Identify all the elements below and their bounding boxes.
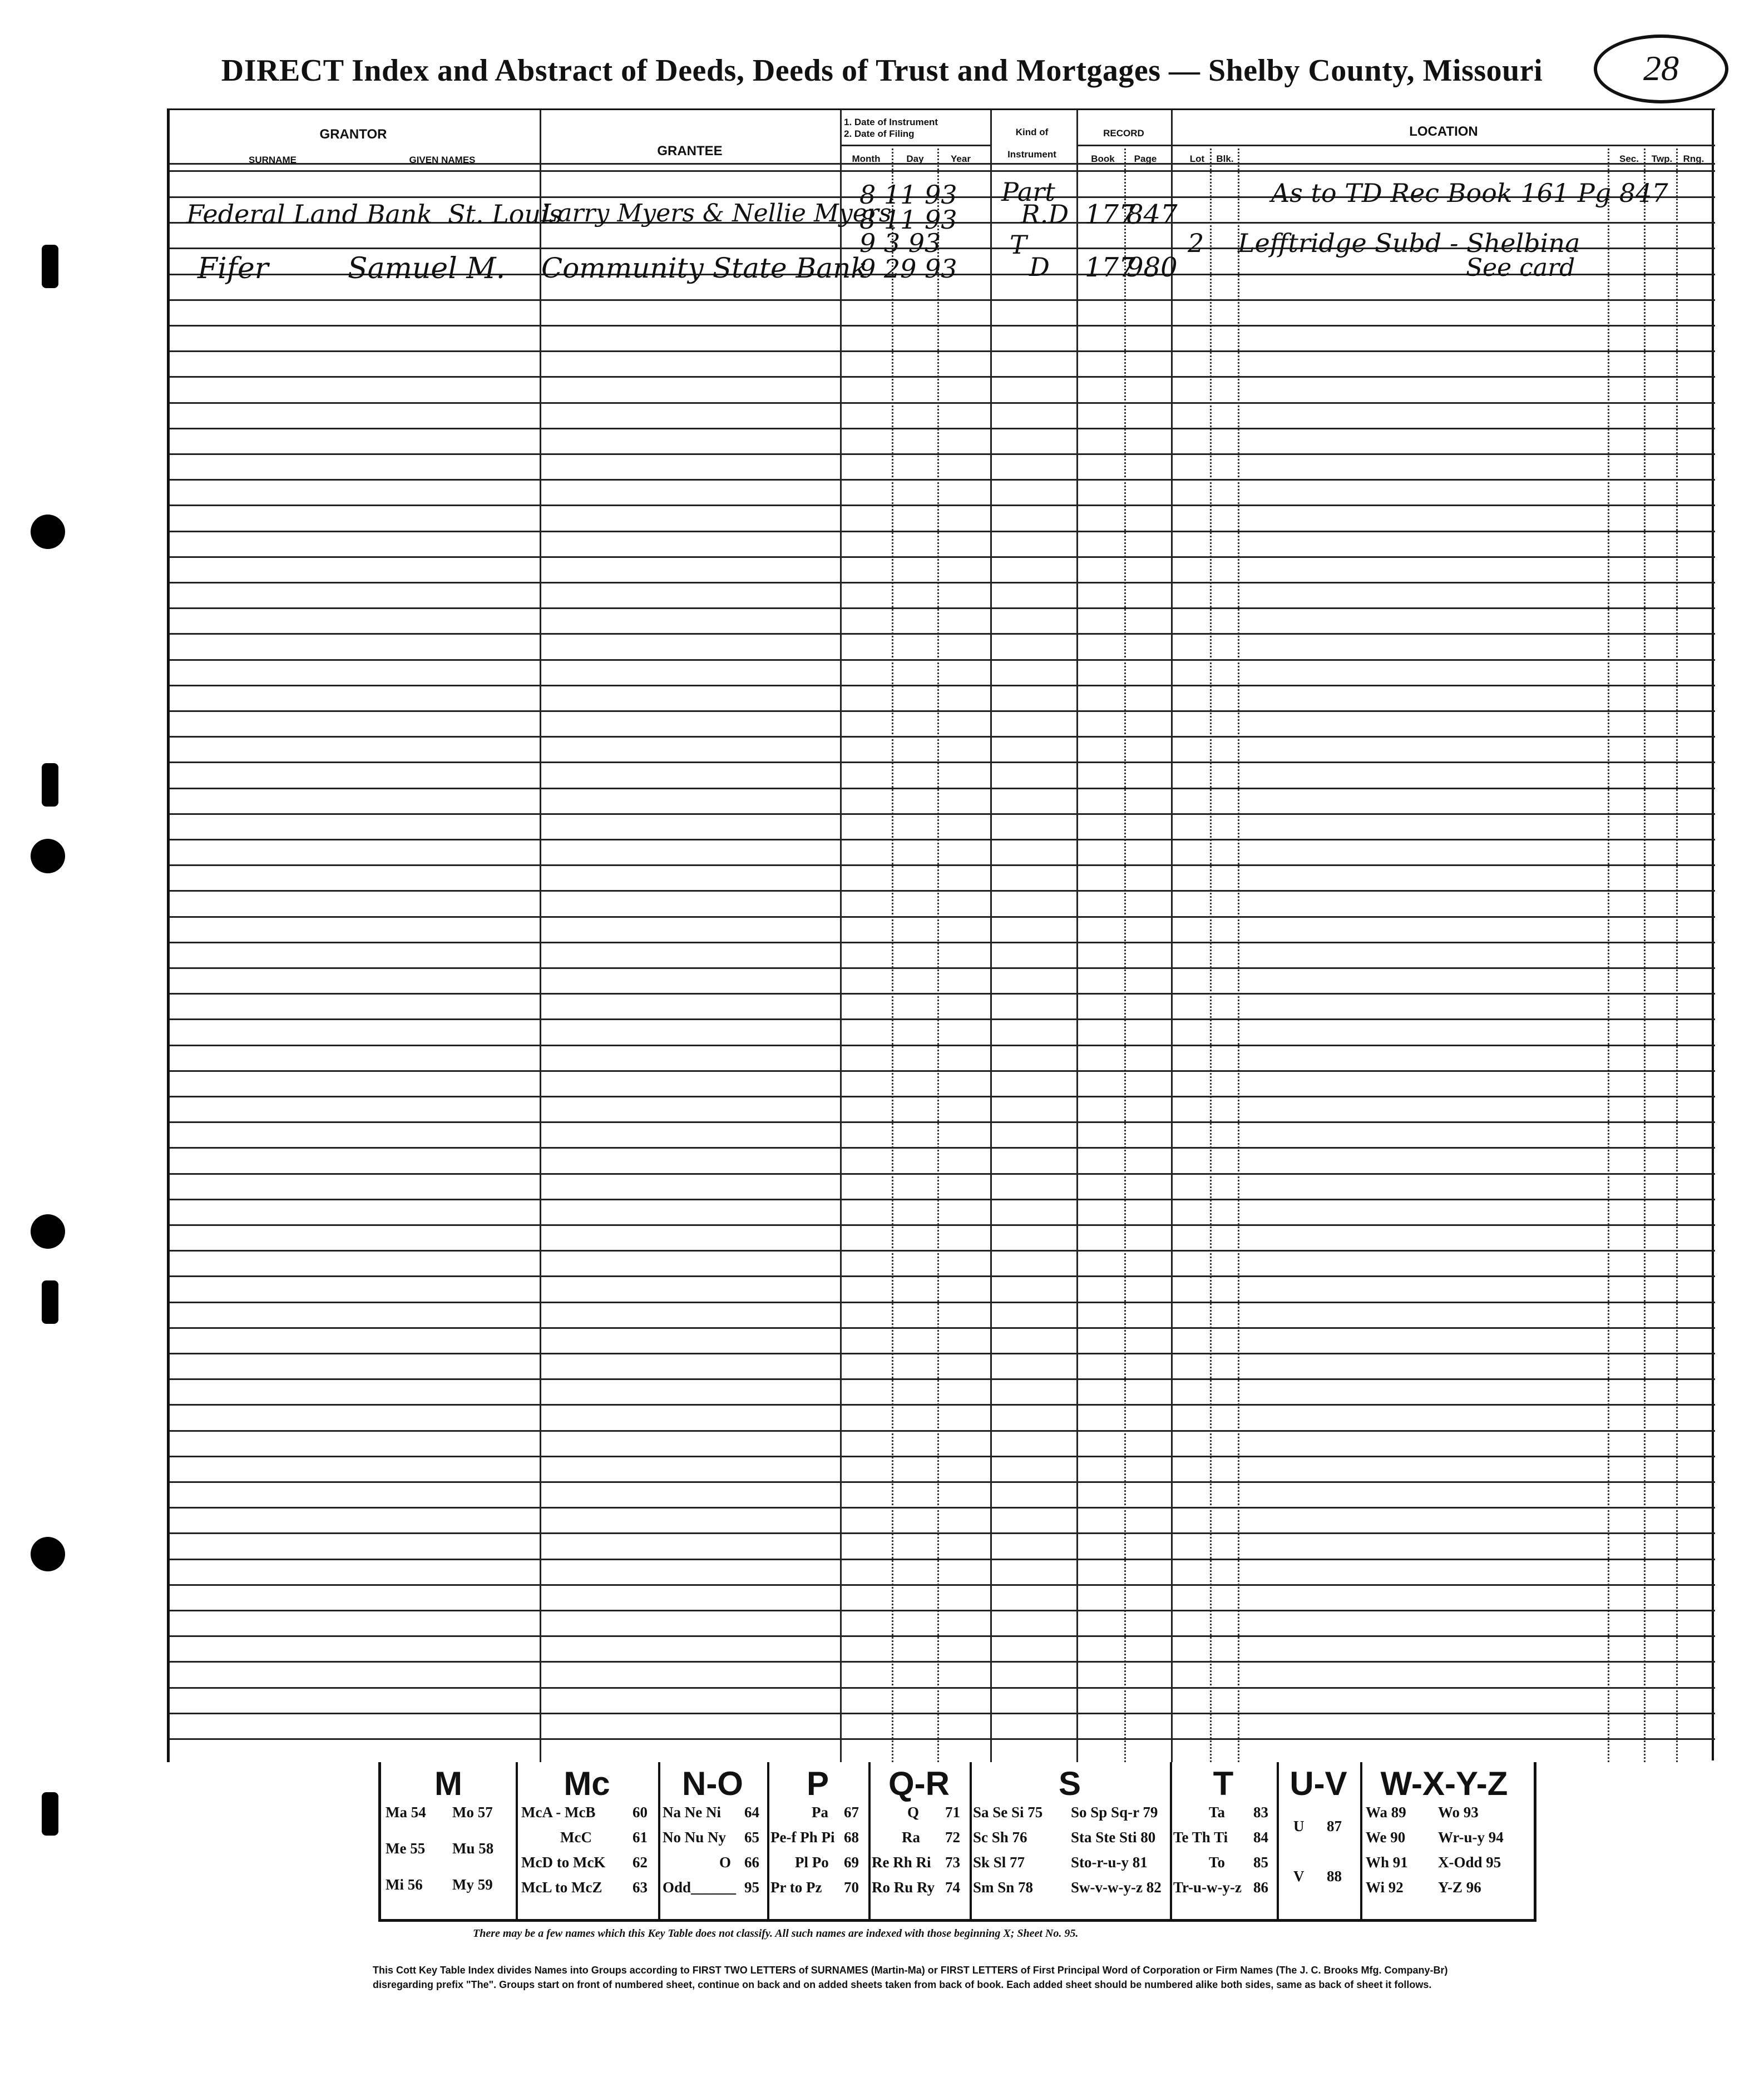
entry-2-lot: 2 (1188, 228, 1204, 258)
key-cell: Sw-v-w-y-z 82 (1071, 1879, 1162, 1896)
key-cell: McA - McB (521, 1804, 596, 1821)
key-cell: Mu 58 (452, 1840, 494, 1857)
key-cell: 68 (844, 1829, 859, 1846)
ledger-row-line (170, 1430, 1715, 1432)
grantee-header: GRANTEE (657, 144, 723, 159)
binder-slot-1 (42, 245, 58, 288)
ledger-row-line (170, 1096, 1715, 1097)
key-cell: 95 (744, 1879, 759, 1896)
record-subheader-line (1076, 145, 1171, 146)
key-cell: Ta (1209, 1804, 1226, 1821)
ledger-row-line (170, 633, 1715, 635)
entry-2-kind-line2: D (1029, 252, 1050, 282)
ledger-row-line (170, 736, 1715, 738)
key-cell: 63 (633, 1879, 648, 1896)
key-cell: Re Rh Ri (872, 1854, 931, 1871)
key-cell: 84 (1253, 1829, 1268, 1846)
entry-2-page: 980 (1126, 252, 1178, 283)
ledger-row-line (170, 993, 1715, 995)
entry-2-location-line2: See card (1466, 254, 1575, 282)
ledger-row-line (170, 1224, 1715, 1226)
page-title: DIRECT Index and Abstract of Deeds, Deeds of Trust and Mortgages — Shelby County, Missouri (221, 53, 1543, 88)
key-cell: Pr to Pz (770, 1879, 822, 1896)
key-cell: 87 (1327, 1818, 1342, 1834)
blk-header: Blk. (1216, 154, 1234, 164)
key-cell: Odd______ (663, 1879, 737, 1896)
entry-1-book: 177 (1085, 199, 1136, 230)
binder-hole-1 (31, 515, 65, 549)
key-head-t: T (1213, 1765, 1234, 1802)
surname-header: SURNAME (249, 155, 297, 165)
ledger-subcolumn-dotted (1124, 145, 1126, 1762)
ledger-row-line (170, 1173, 1715, 1175)
key-cell: Ra (902, 1829, 920, 1846)
ledger-row-line (170, 864, 1715, 866)
key-cell: O (719, 1854, 732, 1871)
key-group-s (970, 1762, 1172, 1919)
key-cell: 64 (744, 1804, 759, 1821)
year-header: Year (951, 154, 971, 164)
key-table-note: There may be a few names which this Key Table does not classify. All such names are indexed with those beginning X; Sheet No. 95. (473, 1927, 1079, 1940)
key-cell: 72 (945, 1829, 960, 1846)
date-header-line1: 1. Date of Instrument (844, 117, 938, 127)
ledger-subcolumn-dotted (1210, 145, 1212, 1762)
ledger-row-line (170, 890, 1715, 892)
ledger-row-line (170, 325, 1715, 327)
ledger-row-line (170, 299, 1715, 301)
ledger-row-line (170, 1584, 1715, 1586)
footer-line-1: This Cott Key Table Index divides Names into Groups according to FIRST TWO LETTERS of SURNAMES (Martin-Ma) or FIRST LETTERS of First Principal Word of Corporation or Firm Names (The J. C. Brooks Mfg. Company-Br) (373, 1965, 1448, 1976)
month-header: Month (852, 154, 881, 164)
binder-slot-4 (42, 1792, 58, 1836)
ledger-grid (167, 108, 1715, 1762)
key-cell: 71 (945, 1804, 960, 1821)
key-cell: Sa Se Si 75 (973, 1804, 1043, 1821)
key-group-w-x-y-z (1360, 1762, 1528, 1919)
ledger-row-line (170, 531, 1715, 532)
key-cell: 83 (1253, 1804, 1268, 1821)
entry-1-date-filing: 8 11 93 (859, 205, 957, 235)
ledger-subcolumn-dotted (937, 145, 939, 1762)
ledger-row-line (170, 1507, 1715, 1509)
footer-line-2: disregarding prefix "The". Groups start on front of numbered sheet, continue on back and on added sheets taken from back of book. Each added sheet should be numbered alike both sides, same as back of sheet it follows. (373, 1979, 1432, 1990)
ledger-row-line (170, 556, 1715, 558)
entry-2-location: Lefftridge Subd - Shelbina (1238, 228, 1580, 258)
key-head-p: P (806, 1765, 829, 1802)
key-cell: 60 (633, 1804, 648, 1821)
key-cell: So Sp Sq-r 79 (1071, 1804, 1158, 1821)
location-header: LOCATION (1409, 124, 1478, 139)
key-cell: Wa 89 (1366, 1804, 1406, 1821)
ledger-row-line (170, 428, 1715, 429)
key-group-mc (516, 1762, 660, 1919)
ledger-subcolumn-dotted (1608, 145, 1609, 1762)
ledger-row-line (170, 402, 1715, 404)
key-cell: 88 (1327, 1868, 1342, 1885)
key-cell: Pl Po (795, 1854, 829, 1871)
key-cell: Pa (812, 1804, 828, 1821)
key-head-u-v: U-V (1289, 1765, 1347, 1802)
ledger-row-line (170, 1481, 1715, 1483)
date-header-line2: 2. Date of Filing (844, 128, 915, 139)
key-cell: Tr-u-w-y-z (1173, 1879, 1242, 1896)
key-cell: Wo 93 (1438, 1804, 1479, 1821)
entry-1-grantor-surname: Federal Land Bank (186, 199, 433, 229)
ledger-subcolumn-dotted (892, 145, 893, 1762)
ledger-row-line (170, 1327, 1715, 1329)
ledger-row-line (170, 1661, 1715, 1663)
key-cell: 61 (633, 1829, 648, 1846)
key-head-q-r: Q-R (888, 1765, 950, 1802)
key-cell: Sm Sn 78 (973, 1879, 1034, 1896)
entry-1-date-instrument: 8 11 93 (859, 180, 957, 210)
ledger-row-line (170, 505, 1715, 506)
header-divider (170, 170, 1715, 172)
key-cell: McD to McK (521, 1854, 606, 1871)
key-cell: 67 (844, 1804, 859, 1821)
date-subheader-line (840, 145, 990, 146)
key-cell: U (1293, 1818, 1305, 1834)
kind-header-line1: Kind of (1015, 127, 1049, 137)
key-cell: Na Ne Ni (663, 1804, 721, 1821)
ledger-row-line (170, 1687, 1715, 1689)
ledger-row-line (170, 788, 1715, 789)
key-cell: Sk Sl 77 (973, 1854, 1025, 1871)
key-cell: 65 (744, 1829, 759, 1846)
entry-1-grantor-given: St. Louis (448, 199, 562, 229)
entry-2-grantor-surname: Fifer (197, 252, 269, 285)
key-cell: Te Th Ti (1173, 1829, 1228, 1846)
key-cell: McL to McZ (521, 1879, 602, 1896)
key-cell: X-Odd 95 (1438, 1854, 1501, 1871)
key-head-s: S (1058, 1765, 1081, 1802)
entry-1-kind-line2: R.D (1021, 199, 1069, 229)
ledger-subcolumn-dotted (1238, 145, 1239, 1762)
key-cell: Sc Sh 76 (973, 1829, 1027, 1846)
location-subheader-line (1171, 145, 1715, 146)
key-group-p (767, 1762, 871, 1919)
ledger-row-line (170, 710, 1715, 712)
ledger-row-line (170, 1378, 1715, 1380)
key-cell: To (1209, 1854, 1226, 1871)
key-head-w-x-y-z: W-X-Y-Z (1380, 1765, 1508, 1802)
entry-2-grantee: Community State Bank (541, 252, 868, 284)
binder-hole-2 (31, 839, 65, 873)
grantor-header: GRANTOR (319, 127, 387, 142)
page-header: Page (1134, 154, 1157, 164)
key-cell: 69 (844, 1854, 859, 1871)
key-cell: We 90 (1366, 1829, 1406, 1846)
ledger-row-line (170, 479, 1715, 481)
key-cell: Sto-r-u-y 81 (1071, 1854, 1148, 1871)
ledger-row-line (170, 761, 1715, 763)
key-group-n-o (658, 1762, 769, 1919)
key-cell: McC (560, 1829, 592, 1846)
entry-2-kind-line1: T (1010, 230, 1027, 260)
binder-slot-3 (42, 1280, 58, 1324)
ledger-row-line (170, 1353, 1715, 1354)
key-cell: Wi 92 (1366, 1879, 1404, 1896)
key-head-mc: Mc (564, 1765, 610, 1802)
entry-2-book: 177 (1085, 252, 1136, 283)
ledger-column-divider (1076, 110, 1078, 1762)
ledger-row-line (170, 1404, 1715, 1406)
ledger-subcolumn-dotted (1676, 145, 1678, 1762)
book-header: Book (1091, 154, 1115, 164)
ledger-row-line (170, 453, 1715, 455)
ledger-row-line (170, 1147, 1715, 1149)
key-group-q-r (868, 1762, 972, 1919)
ledger-column-divider (1171, 110, 1173, 1762)
ledger-row-line (170, 1250, 1715, 1252)
key-cell: Ro Ru Ry (872, 1879, 935, 1896)
record-header: RECORD (1103, 128, 1144, 139)
key-cell: 66 (744, 1854, 759, 1871)
ledger-row-line (170, 1121, 1715, 1123)
ledger-row-line (170, 582, 1715, 583)
twp-header: Twp. (1651, 154, 1673, 164)
key-cell: Me 55 (386, 1840, 426, 1857)
ledger-row-line (170, 607, 1715, 609)
ledger-row-line (170, 1302, 1715, 1303)
key-cell: 62 (633, 1854, 648, 1871)
entry-1-location: As to TD Rec Book 161 Pg 847 (1271, 178, 1668, 208)
ledger-row-line (170, 967, 1715, 969)
entry-2-grantor-given: Samuel M. (348, 252, 506, 285)
ledger-row-line (170, 1275, 1715, 1277)
entry-2-date-instrument: 9 3 93 (859, 228, 941, 258)
ledger-row-line (170, 1070, 1715, 1072)
ledger-row-line (170, 942, 1715, 943)
key-cell: 73 (945, 1854, 960, 1871)
key-head-m: M (434, 1765, 462, 1802)
ledger-subcolumn-dotted (1644, 145, 1646, 1762)
kind-header-line2: Instrument (1007, 149, 1056, 160)
key-cell: My 59 (452, 1876, 493, 1893)
key-cell: 70 (844, 1879, 859, 1896)
ledger-row-line (170, 659, 1715, 661)
lot-header: Lot (1189, 154, 1205, 164)
key-cell: Mi 56 (386, 1876, 423, 1893)
binder-slot-2 (42, 763, 58, 807)
ledger-column-divider (840, 110, 842, 1762)
entry-1-kind-line1: Part (1001, 177, 1055, 207)
day-header: Day (906, 154, 924, 164)
key-cell: 74 (945, 1879, 960, 1896)
ledger-row-line (170, 813, 1715, 815)
key-cell: Sta Ste Sti 80 (1071, 1829, 1156, 1846)
key-cell: 85 (1253, 1854, 1268, 1871)
ledger-row-line (170, 376, 1715, 378)
ledger-row-line (170, 1635, 1715, 1637)
key-cell: Mo 57 (452, 1804, 493, 1821)
ledger-row-line (170, 916, 1715, 918)
ledger-row-line (170, 839, 1715, 840)
key-cell: No Nu Ny (663, 1829, 727, 1846)
binder-hole-3 (31, 1214, 65, 1249)
ledger-row-line (170, 1713, 1715, 1714)
ledger-row-line (170, 1532, 1715, 1534)
key-cell: Pe-f Ph Pi (770, 1829, 835, 1846)
ledger-row-line (170, 1018, 1715, 1020)
entry-1-page: 847 (1126, 199, 1178, 230)
key-cell: Q (907, 1804, 920, 1821)
page-number-circle: 28 (1594, 34, 1728, 103)
cott-key-table (378, 1762, 1536, 1922)
binder-hole-4 (31, 1537, 65, 1571)
key-cell: V (1293, 1868, 1305, 1885)
rng-header: Rng. (1683, 154, 1704, 164)
entry-2-date-filing: 9 29 93 (859, 254, 957, 284)
entry-1-grantee: Larry Myers & Nellie Myers (541, 199, 892, 228)
sec-header: Sec. (1619, 154, 1639, 164)
ledger-row-line (170, 685, 1715, 686)
ledger-row-line (170, 1199, 1715, 1200)
given-names-header: GIVEN NAMES (409, 155, 476, 165)
ledger-row-line (170, 1456, 1715, 1457)
ledger-column-divider (990, 110, 992, 1762)
key-group-t (1170, 1762, 1279, 1919)
key-group-m (381, 1762, 518, 1919)
key-cell: Ma 54 (386, 1804, 426, 1821)
ledger-row-line (170, 350, 1715, 352)
ledger-row-line (170, 1610, 1715, 1611)
key-cell: Wr-u-y 94 (1438, 1829, 1504, 1846)
key-head-n-o: N-O (682, 1765, 743, 1802)
ledger-column-divider (540, 110, 541, 1762)
key-cell: Y-Z 96 (1438, 1879, 1481, 1896)
key-group-u-v (1277, 1762, 1362, 1919)
key-cell: 86 (1253, 1879, 1268, 1896)
ledger-row-line (170, 1738, 1715, 1740)
ledger-row-line (170, 1559, 1715, 1560)
ledger-row-line (170, 1045, 1715, 1046)
key-cell: Wh 91 (1366, 1854, 1408, 1871)
